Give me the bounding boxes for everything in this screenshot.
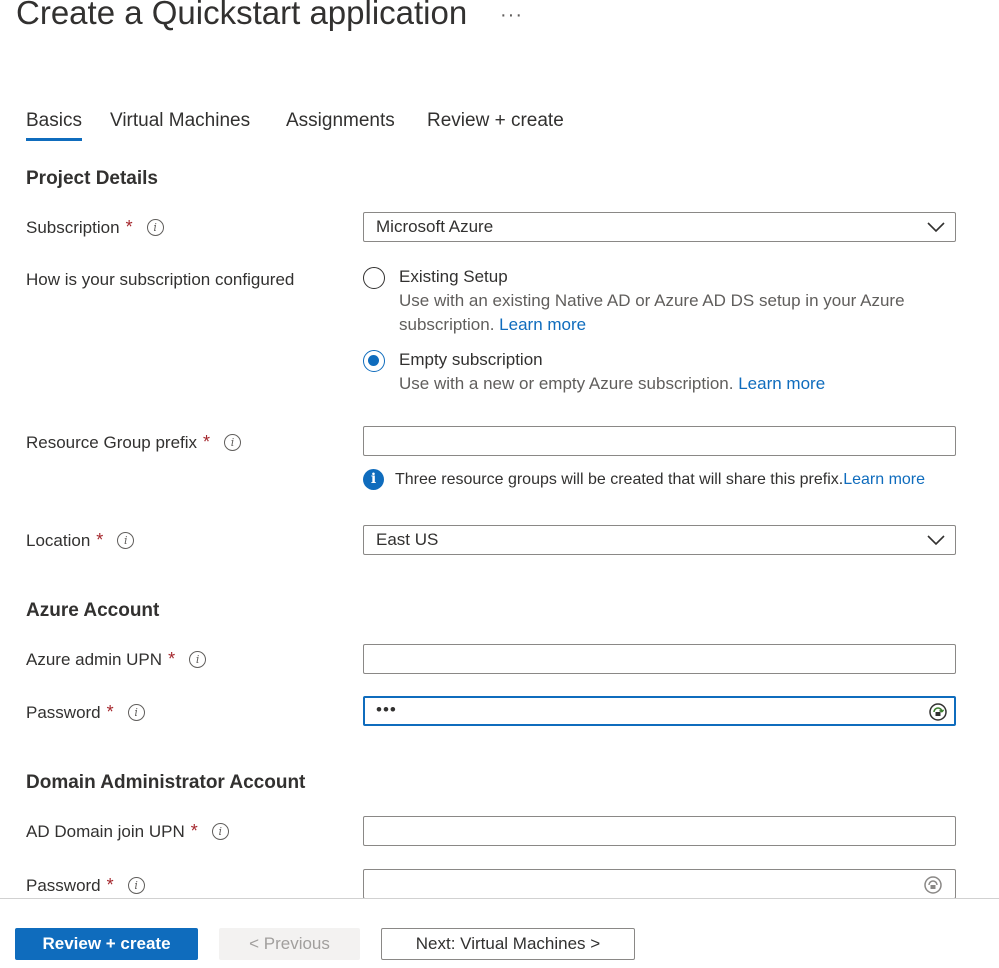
azure-password-label-text: Password (26, 702, 101, 722)
more-options-icon[interactable]: ··· (500, 4, 523, 26)
subscription-label-text: Subscription (26, 217, 120, 237)
ad-domain-upn-label (26, 821, 229, 842)
radio-existing-setup-title: Existing Setup (399, 267, 508, 286)
required-marker: * (125, 217, 133, 237)
domain-admin-heading: Domain Administrator Account (26, 772, 306, 793)
info-icon[interactable]: i (128, 704, 145, 721)
azure-admin-upn-label-text: Azure admin UPN (26, 649, 163, 669)
info-icon[interactable]: i (224, 434, 241, 451)
location-label (26, 530, 134, 551)
info-icon[interactable]: i (128, 877, 145, 894)
next-virtual-machines-button[interactable]: Next: Virtual Machines > (381, 928, 635, 960)
chevron-down-icon (927, 533, 945, 547)
resource-group-info-message (363, 469, 925, 490)
azure-admin-upn-input[interactable] (363, 644, 956, 674)
required-marker: * (106, 702, 114, 722)
password-manager-icon[interactable] (928, 702, 948, 722)
azure-password-value: ••• (376, 700, 397, 719)
azure-admin-upn-label (26, 649, 206, 670)
location-label-text: Location (26, 530, 91, 550)
required-marker: * (203, 432, 211, 452)
resource-group-prefix-input[interactable] (363, 426, 956, 456)
tab-review-create[interactable]: Review + create (427, 110, 564, 131)
subscription-config-label-text: How is your subscription configured (26, 270, 295, 289)
footer-bar (0, 898, 999, 968)
radio-empty-subscription[interactable] (363, 348, 939, 396)
learn-more-link[interactable]: Learn more (738, 374, 826, 393)
chevron-down-icon (927, 220, 945, 234)
radio-existing-setup-circle[interactable] (363, 267, 385, 289)
subscription-config-label (26, 270, 294, 290)
domain-password-label (26, 875, 145, 896)
radio-empty-subscription-desc-text: Use with a new or empty Azure subscription. (399, 374, 734, 393)
info-icon[interactable]: i (147, 219, 164, 236)
password-manager-icon[interactable] (923, 875, 943, 895)
info-icon[interactable]: i (189, 651, 206, 668)
review-create-button[interactable]: Review + create (15, 928, 198, 960)
tab-basics[interactable]: Basics (26, 110, 82, 141)
azure-account-heading: Azure Account (26, 600, 160, 621)
project-details-heading: Project Details (26, 168, 158, 189)
radio-empty-subscription-desc (399, 372, 939, 396)
radio-empty-subscription-circle[interactable] (363, 350, 385, 372)
radio-existing-setup-desc (399, 289, 939, 337)
azure-password-input[interactable] (363, 696, 956, 726)
ad-domain-upn-input[interactable] (363, 816, 956, 846)
subscription-dropdown[interactable] (363, 212, 956, 242)
required-marker: * (96, 530, 104, 550)
radio-existing-setup[interactable] (363, 265, 939, 337)
tab-bar (26, 110, 626, 148)
tab-virtual-machines[interactable]: Virtual Machines (110, 110, 251, 131)
resource-group-prefix-label (26, 432, 241, 453)
page-title: Create a Quickstart application (16, 0, 468, 31)
learn-more-link[interactable]: Learn more (499, 315, 587, 334)
location-dropdown[interactable] (363, 525, 956, 555)
subscription-label (26, 217, 164, 238)
radio-empty-subscription-title: Empty subscription (399, 350, 543, 369)
required-marker: * (190, 821, 198, 841)
required-marker: * (168, 649, 176, 669)
azure-password-label (26, 702, 145, 723)
learn-more-link[interactable]: Learn more (843, 470, 926, 488)
subscription-value: Microsoft Azure (376, 217, 494, 236)
domain-password-input[interactable] (363, 869, 956, 899)
resource-group-info-text: Three resource groups will be created that will share this prefix. (395, 470, 844, 488)
previous-button[interactable]: < Previous (219, 928, 360, 960)
ad-domain-upn-label-text: AD Domain join UPN (26, 821, 185, 841)
location-value: East US (376, 530, 439, 549)
radio-existing-setup-desc-text: Use with an existing Native AD or Azure AD DS setup in your Azure subscription. (399, 291, 905, 334)
domain-password-label-text: Password (26, 875, 101, 895)
tab-assignments[interactable]: Assignments (286, 110, 395, 131)
info-icon[interactable]: i (212, 823, 229, 840)
resource-group-prefix-label-text: Resource Group prefix (26, 432, 198, 452)
required-marker: * (106, 875, 114, 895)
info-filled-icon: i (363, 469, 384, 490)
info-icon[interactable]: i (117, 532, 134, 549)
